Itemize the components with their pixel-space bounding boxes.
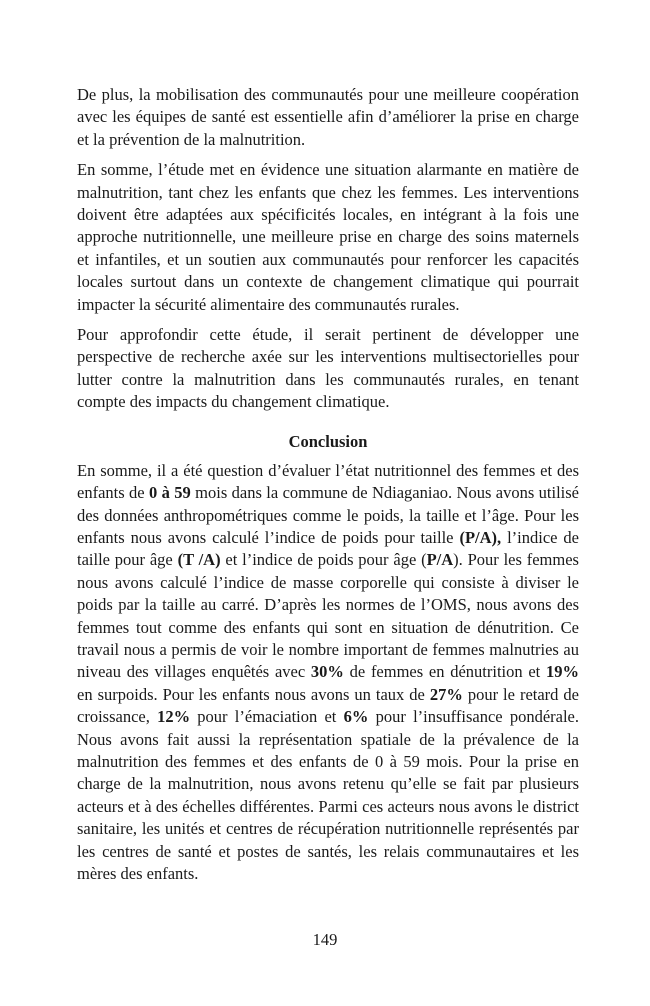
conclusion-text-segment: pour l’insuffisance pondérale. Nous avons fait aussi la représentation spatiale de la prévalence de la malnutrition des femmes et des enfants de 0 à 59 mois. Pour la prise en charge de la malnutrition, nous avons retenu qu’elle se fait par plusieurs acteurs et à des échelles différentes. Parmi ces acteurs nous avons le district sanitaire, les unités et centres de récupération nutritionnelle représentés par les centres de santé et postes de santés, les relais communautaires et les mères des enfants. [77, 707, 579, 883]
conclusion-text-segment: pour l’émaciation et [190, 707, 344, 727]
conclusion-text-segment: en surpoids. Pour les enfants nous avons un taux de [77, 684, 430, 704]
conclusion-text-segment: mois dans la commune de Ndiaganiao. Nous avons utilisé des données anthropométriques comme le poids, la taille et l’âge. Pour les enfants nous avons calculé l’indice de poids pour taille [77, 483, 579, 547]
conclusion-bold-segment: 19% [546, 662, 579, 682]
conclusion-text-segment: l’indice de taille pour âge [77, 527, 580, 570]
conclusion-text-segment: et l’indice de poids pour âge ( [220, 550, 427, 570]
conclusion-bold-segment: 30% [310, 662, 344, 682]
conclusion-bold-segment: 0 à 59 [149, 483, 191, 503]
conclusion-bold-segment: 27% [429, 684, 463, 704]
conclusion-paragraph [77, 460, 579, 886]
paragraph-mobilisation: De plus, la mobilisation des communautés pour une meilleure coopération avec les équipes de santé est essentielle afin d’améliorer la prise en charge et la prévention de la malnutrition. [77, 85, 579, 149]
page-number: 149 [312, 930, 338, 949]
conclusion-text-segment: pour le retard de croissance, [77, 684, 579, 727]
conclusion-bold-segment: P/A [426, 550, 454, 570]
conclusion-bold-segment: (P/A), [459, 527, 502, 547]
conclusion-bold-segment: (T /A) [177, 550, 221, 570]
conclusion-text-segment: de femmes en dénutrition et [343, 662, 546, 682]
paragraph-en-somme-etude: En somme, l’étude met en évidence une situation alarmante en matière de malnutrition, tant chez les enfants que chez les femmes. Les interventions doivent être adaptées aux spécificités locales, en intégrant à la fois une approche nutritionnelle, une meilleure prise en charge des soins maternels et infantiles, et un soutien aux communautés pour renforcer les capacités locales surtout dans un contexte de changement climatique qui pourrait impacter la sécurité alimentaire des communautés rurales. [77, 160, 579, 314]
conclusion-text-segment: En somme, il a été question d’évaluer l’état nutritionnel des femmes et des enfants de [77, 460, 579, 503]
conclusion-bold-segment: 12% [157, 707, 191, 727]
page-body [77, 84, 579, 893]
conclusion-heading: Conclusion [288, 431, 368, 451]
conclusion-text-segment: ). Pour les femmes nous avons calculé l’indice de masse corporelle qui consiste à diviser le poids par la taille au carré. D’après les normes de l’OMS, nous avons des femmes tout comme des enfants qui sont en situation de dénutrition. Ce travail nous a permis de voir le nombre important de femmes malnutries au niveau des villages enquêtés avec [77, 550, 579, 682]
paragraph-perspective: Pour approfondir cette étude, il serait pertinent de développer une perspective de recherche axée sur les interventions multisectorielles pour lutter contre la malnutrition dans les communautés rurales, en tenant compte des impacts du changement climatique. [77, 325, 579, 412]
conclusion-bold-segment: 6% [343, 707, 369, 727]
